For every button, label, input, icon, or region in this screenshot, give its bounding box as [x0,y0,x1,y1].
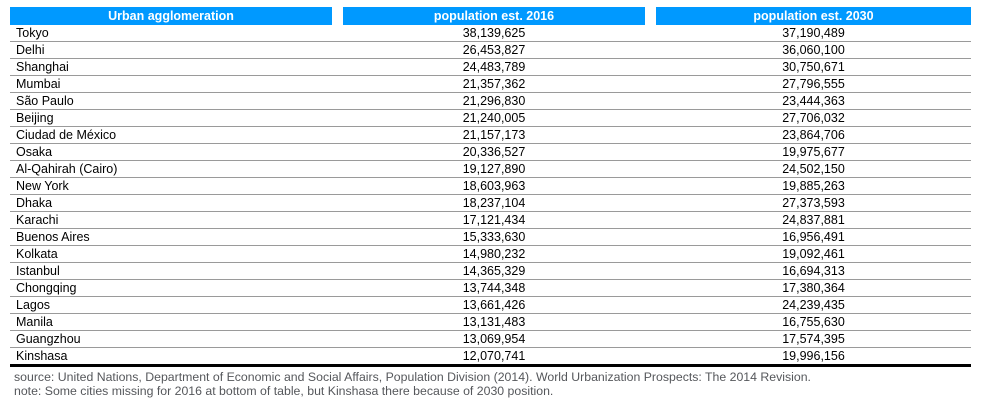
pop-2016-cell: 18,603,963 [462,178,526,193]
pop-2030-cell: 27,706,032 [782,110,845,125]
table-row [10,297,971,314]
city-cell: Lagos [16,297,51,312]
pop-2030-cell: 24,502,150 [782,161,845,176]
city-cell: Kinshasa [16,348,68,363]
table-row [10,76,971,93]
pop-2030-cell: 17,574,395 [782,331,845,346]
table-row [10,331,971,348]
table-row [10,161,971,178]
pop-2030-cell: 36,060,100 [782,42,845,57]
column-header-pop-2016: population est. 2016 [343,7,645,25]
pop-2030-cell: 19,092,461 [782,246,845,261]
pop-2030-cell: 30,750,671 [782,59,845,74]
pop-2016-cell: 18,237,104 [462,195,526,210]
city-cell: Ciudad de México [16,127,117,142]
population-table [10,7,971,367]
table-body [10,25,971,364]
table-row [10,348,971,364]
pop-2030-cell: 24,837,881 [782,212,845,227]
table-row [10,25,971,42]
city-cell: Tokyo [16,25,49,40]
table-row [10,246,971,263]
table-row [10,280,971,297]
city-cell: Al-Qahirah (Cairo) [16,161,118,176]
pop-2016-cell: 21,240,005 [462,110,526,125]
pop-2016-cell: 20,336,527 [462,144,526,159]
pop-2016-cell: 26,453,827 [462,42,526,57]
city-cell: Karachi [16,212,59,227]
table-row [10,212,971,229]
pop-2030-cell: 17,380,364 [782,280,845,295]
pop-2016-cell: 12,070,741 [462,348,526,363]
table-row [10,229,971,246]
pop-2030-cell: 27,796,555 [782,76,845,91]
column-header-urban-agglomeration: Urban agglomeration [10,7,332,25]
city-cell: Osaka [16,144,53,159]
city-cell: Delhi [16,42,45,57]
table-row [10,127,971,144]
pop-2016-cell: 13,131,483 [462,314,526,329]
pop-2016-cell: 21,357,362 [462,76,526,91]
city-cell: Mumbai [16,76,61,91]
city-cell: Guangzhou [16,331,81,346]
pop-2016-cell: 17,121,434 [462,212,526,227]
pop-2016-cell: 13,661,426 [462,297,526,312]
column-header-pop-2030: population est. 2030 [656,7,971,25]
pop-2030-cell: 19,975,677 [782,144,845,159]
city-cell: New York [16,178,69,193]
city-cell: Dhaka [16,195,53,210]
pop-2030-cell: 19,885,263 [782,178,845,193]
pop-2016-cell: 21,157,173 [462,127,526,142]
city-cell: São Paulo [16,93,74,108]
table-row [10,42,971,59]
pop-2030-cell: 23,444,363 [782,93,845,108]
footer [14,371,999,398]
table-header-row [10,7,971,25]
city-cell: Istanbul [16,263,60,278]
pop-2016-cell: 14,365,329 [462,263,526,278]
table-row [10,178,971,195]
pop-2016-cell: 38,139,625 [462,25,526,40]
city-cell: Buenos Aires [16,229,90,244]
pop-2016-cell: 24,483,789 [462,59,526,74]
pop-2016-cell: 13,744,348 [462,280,526,295]
table-row [10,263,971,280]
source-note: source: United Nations, Department of Economic and Social Affairs, Population Division (2014). World Urbanization Prospects: The 2014 Revision. [14,370,811,384]
pop-2030-cell: 16,755,630 [782,314,845,329]
pop-2030-cell: 37,190,489 [782,25,845,40]
table-row [10,93,971,110]
table-row [10,59,971,76]
pop-2016-cell: 15,333,630 [462,229,526,244]
pop-2030-cell: 27,373,593 [782,195,845,210]
table-row [10,110,971,127]
pop-2030-cell: 24,239,435 [782,297,845,312]
pop-2016-cell: 13,069,954 [462,331,526,346]
pop-2030-cell: 19,996,156 [782,348,845,363]
pop-2016-cell: 21,296,830 [462,93,526,108]
pop-2030-cell: 16,956,491 [782,229,845,244]
table-row [10,144,971,161]
table-note: note: Some cities missing for 2016 at bottom of table, but Kinshasa there because of 2030 position. [14,383,554,398]
table-row [10,314,971,331]
pop-2030-cell: 16,694,313 [782,263,845,278]
table-row [10,195,971,212]
city-cell: Chongqing [16,280,77,295]
pop-2030-cell: 23,864,706 [782,127,845,142]
pop-2016-cell: 14,980,232 [462,246,526,261]
city-cell: Shanghai [16,59,69,74]
pop-2016-cell: 19,127,890 [462,161,526,176]
city-cell: Kolkata [16,246,58,261]
city-cell: Manila [16,314,53,329]
city-cell: Beijing [16,110,54,125]
